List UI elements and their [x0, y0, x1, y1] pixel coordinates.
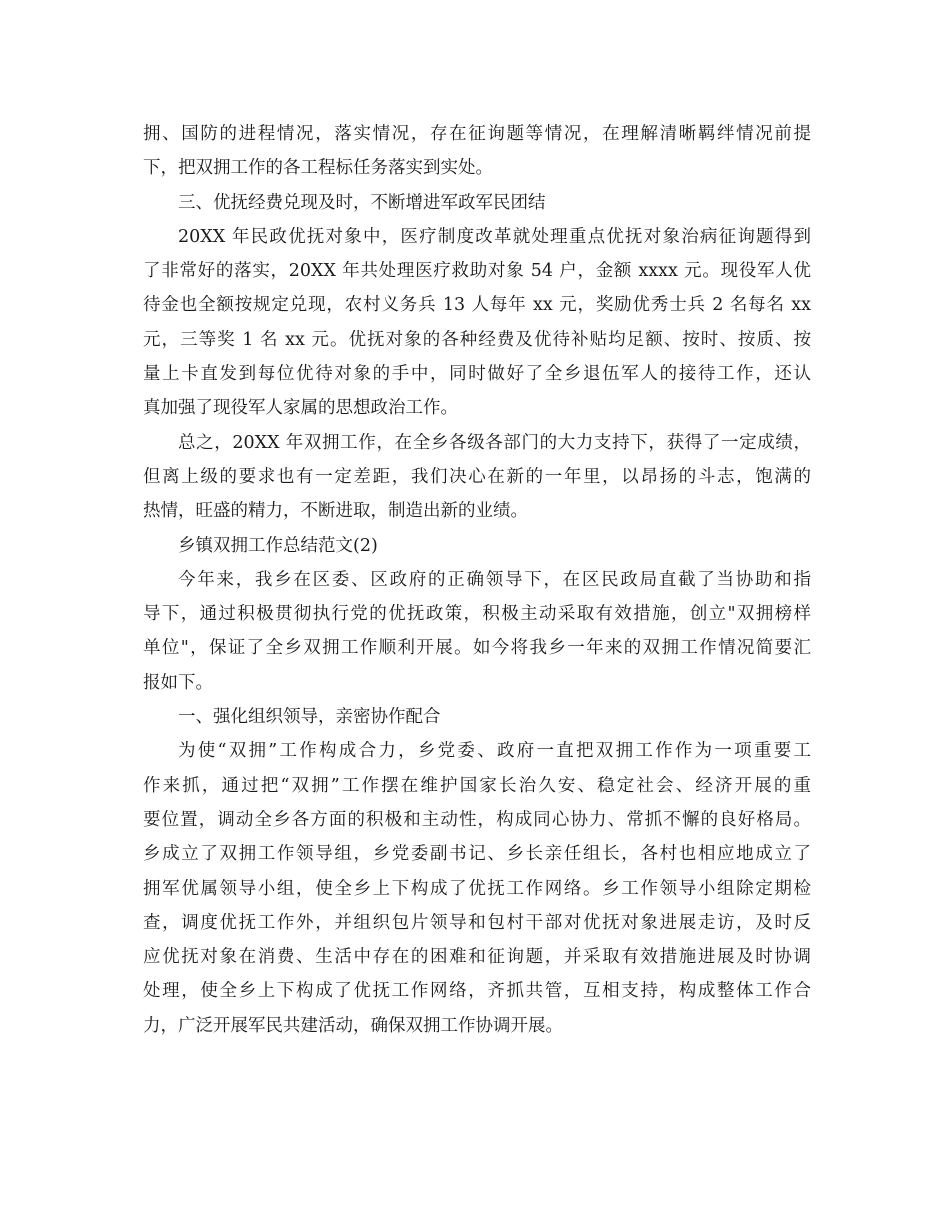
text-line: 应优抚对象在消费、生活中存在的困难和征询题，并采取有效措施进展及时协调 [143, 947, 811, 968]
text-line: 要位置，调动全乡各方面的积极和主动性，构成同心协力、常抓不懈的良好格局。 [143, 809, 811, 830]
text-line: 乡成立了双拥工作领导组，乡党委副书记、乡长亲任组长，各村也相应地成立了 [143, 844, 811, 865]
text-line: 总之，20XX 年双拥工作，在全乡各级各部门的大力支持下，获得了一定成绩， [178, 432, 811, 453]
text-line: 查，调度优抚工作外，并组织包片领导和包村干部对优抚对象进展走访，及时反 [143, 912, 811, 933]
text-line: 乡镇双拥工作总结范文(2) [178, 535, 378, 556]
text-line: 一、强化组织领导，亲密协作配合 [178, 707, 441, 728]
text-line: 力，广泛开展军民共建活动，确保双拥工作协调开展。 [143, 1015, 563, 1036]
text-line: 了非常好的落实，20XX 年共处理医疗救助对象 54 户，金额 xxxx 元。现役军人优 [143, 261, 811, 282]
text-line: 报如下。 [143, 672, 213, 693]
text-line: 元，三等奖 1 名 xx 元。优抚对象的各种经费及优待补贴均足额、按时、按质、按 [143, 329, 811, 350]
text-line: 三、优抚经费兑现及时，不断增进军政军民团结 [178, 192, 546, 213]
text-line: 单位"，保证了全乡双拥工作顺利开展。如今将我乡一年来的双拥工作情况简要汇 [143, 638, 811, 659]
text-line: 导下，通过积极贯彻执行党的优抚政策，积极主动采取有效措施，创立"双拥榜样 [143, 604, 811, 625]
text-line: 热情，旺盛的精力，不断进取，制造出新的业绩。 [143, 501, 528, 522]
text-line: 作来抓，通过把“双拥”工作摆在维护国家长治久安、稳定社会、经济开展的重 [143, 775, 811, 796]
text-line: 20XX 年民政优抚对象中，医疗制度改革就处理重点优抚对象治病征询题得到 [178, 226, 811, 247]
text-line: 量上卡直发到每位优待对象的手中，同时做好了全乡退伍军人的接待工作，还认 [143, 364, 811, 385]
text-line: 今年来，我乡在区委、区政府的正确领导下，在区民政局直截了当协助和指 [178, 569, 811, 590]
text-line: 拥军优属领导小组，使全乡上下构成了优抚工作网络。乡工作领导小组除定期检 [143, 878, 811, 899]
text-line: 处理，使全乡上下构成了优抚工作网络，齐抓共管，互相支持，构成整体工作合 [143, 981, 811, 1002]
text-line: 为使“双拥”工作构成合力，乡党委、政府一直把双拥工作作为一项重要工 [178, 741, 811, 762]
text-line: 下，把双拥工作的各工程标任务落实到实处。 [143, 158, 493, 179]
document-body [143, 117, 811, 1043]
text-line: 真加强了现役军人家属的思想政治工作。 [143, 398, 458, 419]
text-line: 但离上级的要求也有一定差距，我们决心在新的一年里，以昂扬的斗志，饱满的 [143, 466, 811, 487]
text-line: 拥、国防的进程情况，落实情况，存在征询题等情况，在理解清晰羁绊情况前提 [143, 124, 811, 144]
text-line: 待金也全额按规定兑现，农村义务兵 13 人每年 xx 元，奖励优秀士兵 2 名每名 xx [143, 295, 811, 316]
